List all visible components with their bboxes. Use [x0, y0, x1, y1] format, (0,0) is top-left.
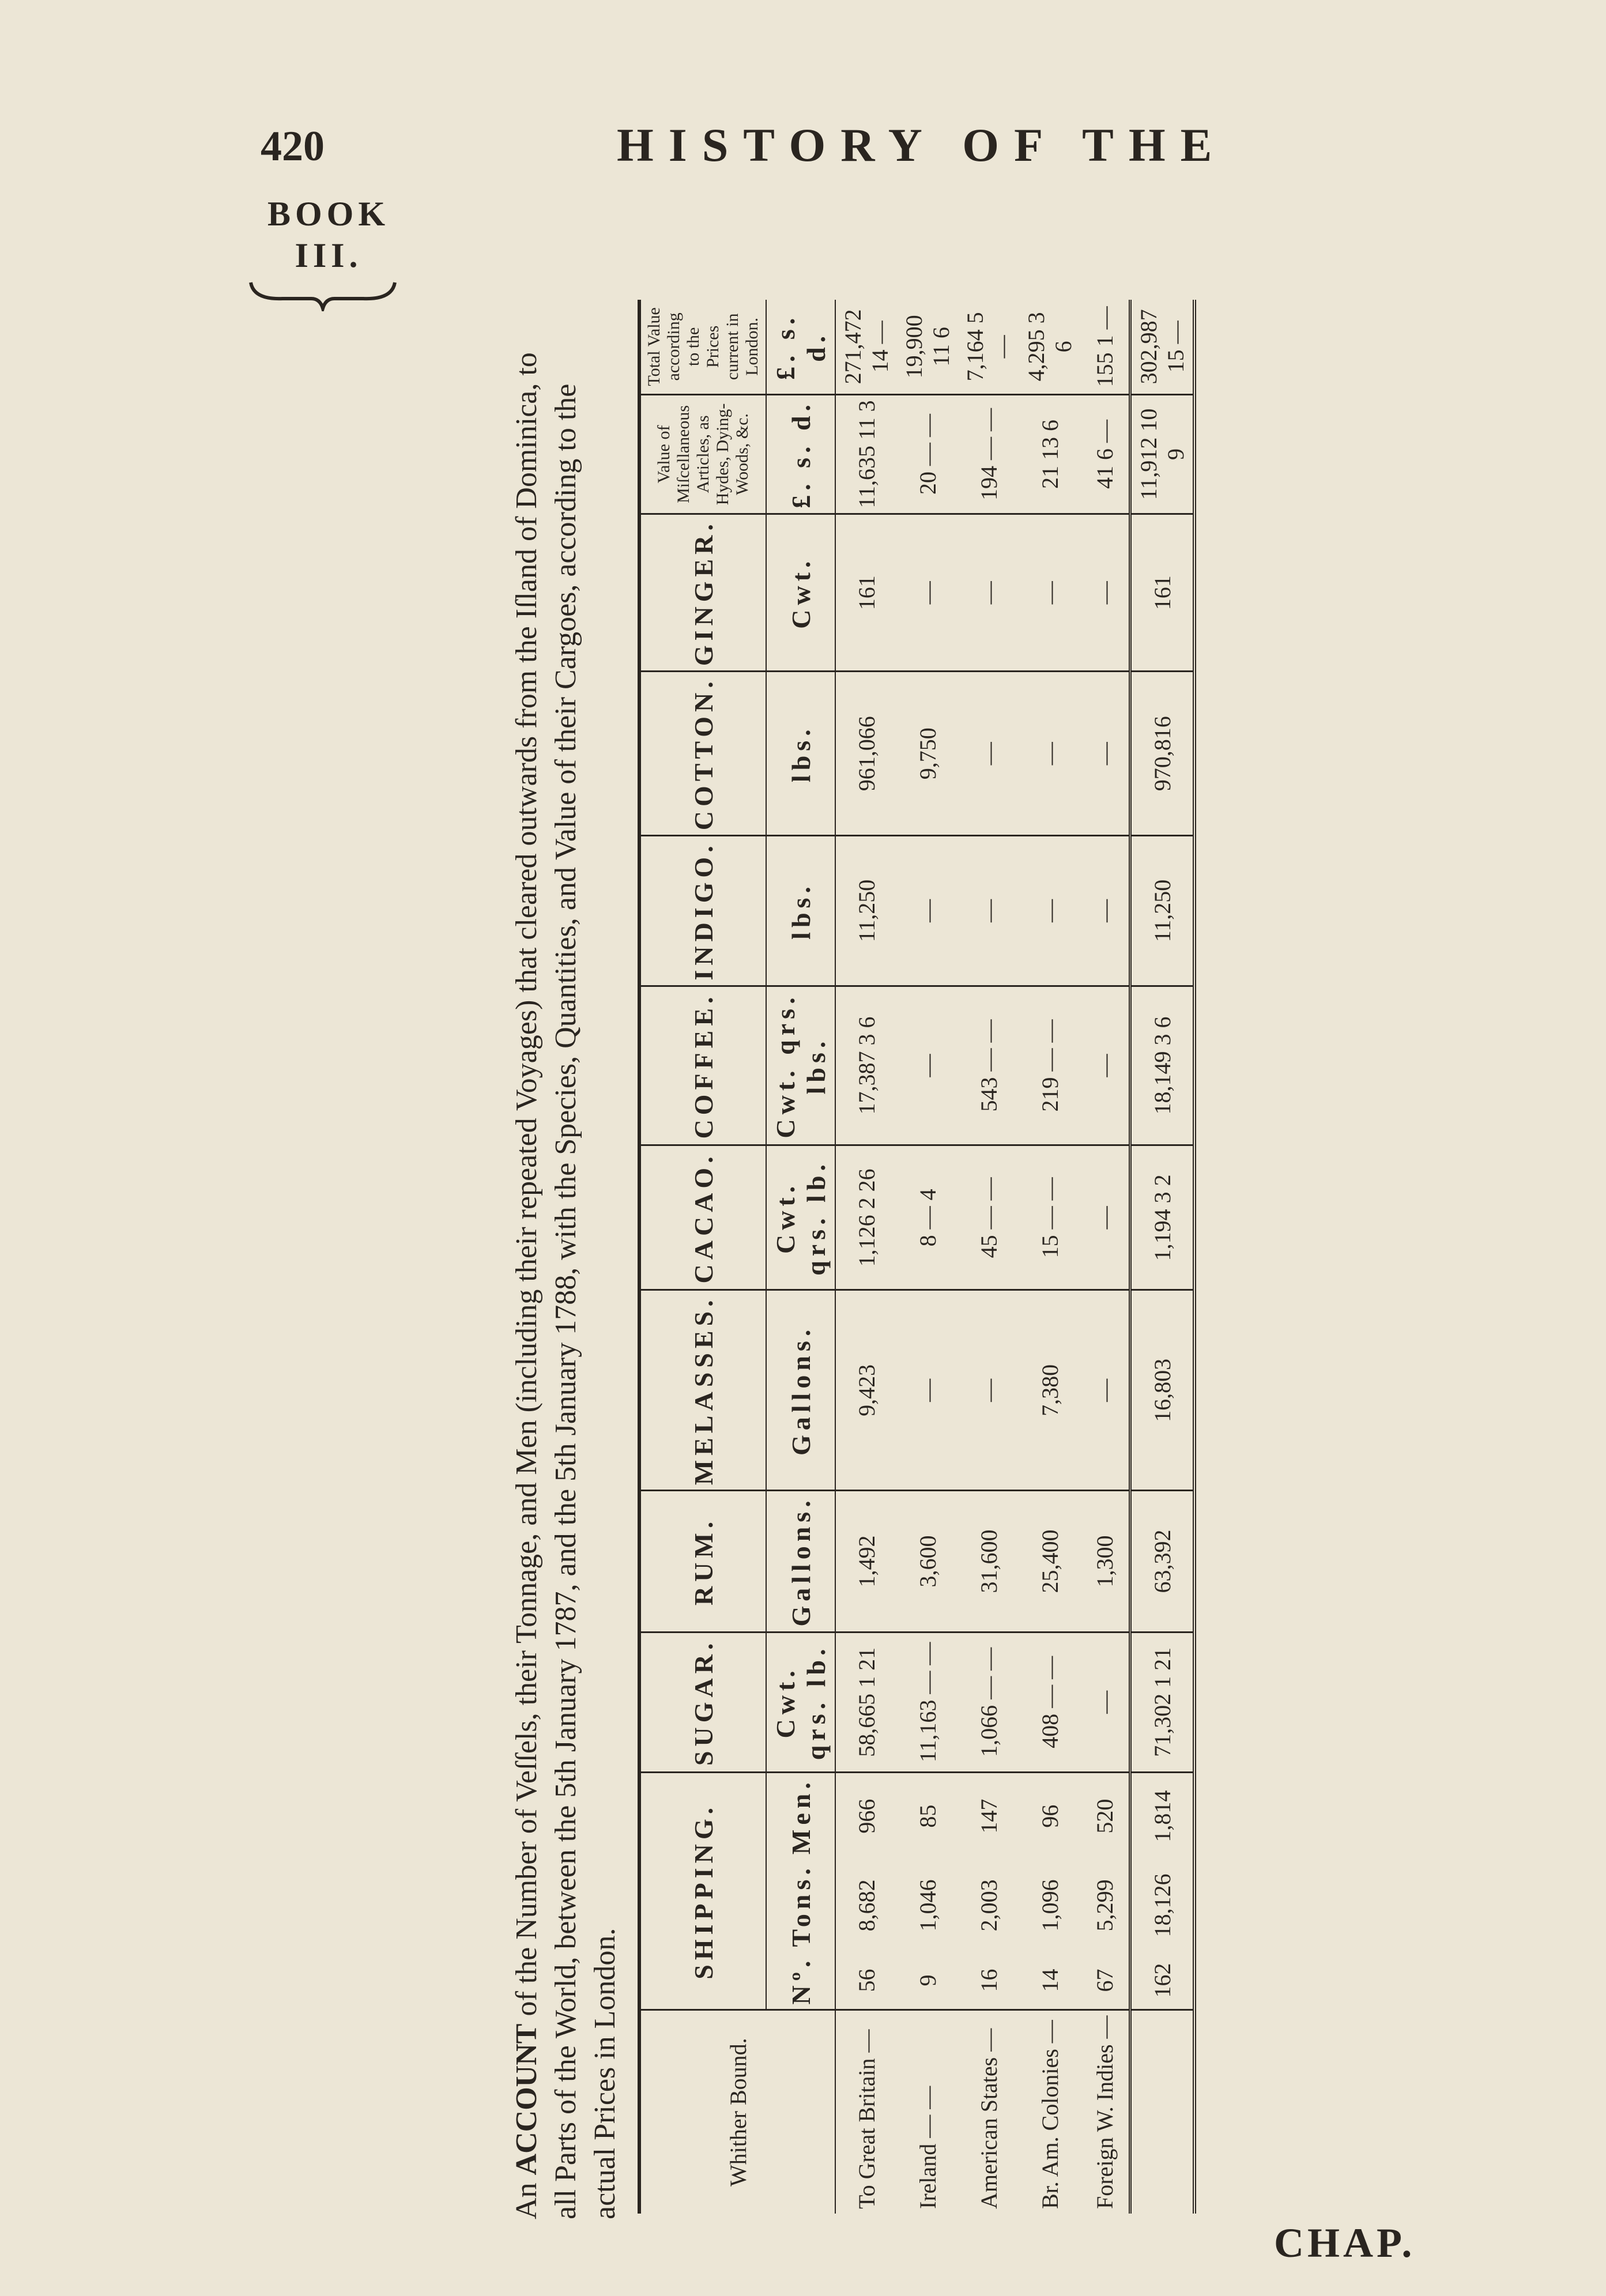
row-dest-empty [1130, 2010, 1195, 2214]
catchword: CHAP. [1274, 2220, 1416, 2266]
table-row [835, 300, 897, 2214]
unit-tons: Tons. [766, 1859, 835, 1951]
cell-tons: 5,299 [1091, 1879, 1118, 1932]
cell-misc: 11,635 11 3 [835, 394, 897, 514]
cell-cacao: — [1080, 1145, 1130, 1290]
unit-men: Men. [766, 1773, 835, 1859]
cell-coffee: 219 — — [1019, 986, 1080, 1145]
cell-men: 966 [853, 1799, 880, 1834]
book-label-text: BOOK [267, 195, 390, 233]
total-coffee: 18,149 3 6 [1130, 986, 1195, 1145]
cell-total: 155 1 — [1080, 300, 1130, 394]
table-title [507, 317, 625, 2219]
cell-misc: 21 13 6 [1019, 394, 1080, 514]
page-number: 420 [261, 123, 325, 170]
unit-indigo: lbs. [766, 836, 835, 986]
cell-total: 19,900 11 6 [897, 300, 958, 394]
cell-coffee: 17,387 3 6 [835, 986, 897, 1145]
cell-sugar: 1,066 — — [958, 1632, 1019, 1773]
cell-ginger: — [1080, 514, 1130, 672]
total-melasses: 16,803 [1130, 1290, 1195, 1491]
row-dest: To Great Britain — [853, 2029, 880, 2209]
cell-no: 9 [897, 1952, 958, 2010]
cell-ginger: 161 [835, 514, 897, 672]
title-an: An [510, 2182, 543, 2219]
cell-melasses: 9,423 [835, 1290, 897, 1491]
row-dest: Foreign W. Indies — [1091, 2015, 1118, 2209]
cell-melasses: — [897, 1290, 958, 1491]
brace-ornament [248, 277, 398, 311]
running-head: HISTORY OF THE [617, 119, 1227, 171]
cell-sugar: — [1080, 1632, 1130, 1773]
cell-indigo: 11,250 [835, 836, 897, 986]
total-men: 1,814 [1130, 1773, 1195, 1859]
cell-rum: 1,300 [1080, 1491, 1130, 1632]
col-total: Total Value according to the Prices current in London. [639, 300, 766, 394]
unit-cotton: lbs. [766, 672, 835, 836]
cell-ginger: — [958, 514, 1019, 672]
cell-melasses: 7,380 [1019, 1290, 1080, 1491]
cell-no: 67 [1080, 1952, 1130, 2010]
cell-cotton: — [1019, 672, 1080, 836]
book-label [257, 193, 401, 276]
col-cacao: CACAO. [639, 1145, 766, 1290]
cell-cacao: 1,126 2 26 [835, 1145, 897, 1290]
unit-misc: £. s. d. [766, 394, 835, 514]
cell-no: 56 [835, 1952, 897, 2010]
cell-rum: 31,600 [958, 1491, 1019, 1632]
total-indigo: 11,250 [1130, 836, 1195, 986]
unit-total: £. s. d. [766, 300, 835, 394]
row-dest: Br. Am. Colonies — [1036, 2020, 1063, 2209]
cell-misc: 41 6 — [1080, 394, 1130, 514]
unit-cacao: Cwt. qrs. lb. [766, 1145, 835, 1290]
total-misc: 11,912 10 9 [1130, 394, 1195, 514]
account-table-block [507, 277, 1372, 2225]
total-rum: 63,392 [1130, 1491, 1195, 1632]
cell-men: 96 [1036, 1804, 1063, 1828]
cell-sugar: 58,665 1 21 [835, 1632, 897, 1773]
table-row [1019, 300, 1080, 2214]
title-account: ACCOUNT [510, 2023, 543, 2176]
cell-rum: 25,400 [1019, 1491, 1080, 1632]
cell-sugar: 408 — — [1019, 1632, 1080, 1773]
cell-coffee: — [1080, 986, 1130, 1145]
cell-ginger: — [1019, 514, 1080, 672]
cell-indigo: — [897, 836, 958, 986]
cell-rum: 1,492 [835, 1491, 897, 1632]
cell-cotton: 961,066 [835, 672, 897, 836]
cell-total: 7,164 5 — [958, 300, 1019, 394]
book-number: III. [295, 236, 363, 274]
row-dest: American States — [975, 2028, 1002, 2209]
unit-rum: Gallons. [766, 1491, 835, 1632]
col-rum: RUM. [639, 1491, 766, 1632]
title-text: of the Number of Veſſels, their Tonnage, and Men (including their repeated Voyages) that cleared outwards from the Iſland of Dominica, to all Parts of the World, between the 5th January 1787, and the 5th January 1788, with the Species, Quantities, and Value of their Cargoes, according to the actual Prices in London. [510, 352, 621, 2219]
total-sugar: 71,302 1 21 [1130, 1632, 1195, 1773]
col-cotton: COTTON. [639, 672, 766, 836]
cell-men: 85 [914, 1804, 941, 1828]
unit-melasses: Gallons. [766, 1290, 835, 1491]
unit-sugar: Cwt. qrs. lb. [766, 1632, 835, 1773]
table-row [958, 300, 1019, 2214]
cell-indigo: — [958, 836, 1019, 986]
col-ginger: GINGER. [639, 514, 766, 672]
units-row [766, 300, 835, 2214]
cell-tons: 8,682 [853, 1879, 880, 1932]
cell-indigo: — [1080, 836, 1130, 986]
cell-indigo: — [1019, 836, 1080, 986]
col-indigo: INDIGO. [639, 836, 766, 986]
cell-tons: 1,096 [1036, 1879, 1063, 1932]
cell-rum: 3,600 [897, 1491, 958, 1632]
col-coffee: COFFEE. [639, 986, 766, 1145]
cell-total: 271,472 14 — [835, 300, 897, 394]
cell-tons: 2,003 [975, 1879, 1002, 1932]
unit-no: Nº. [766, 1952, 835, 2010]
cell-no: 16 [958, 1952, 1019, 2010]
cell-ginger: — [897, 514, 958, 672]
cell-melasses: — [1080, 1290, 1130, 1491]
unit-coffee: Cwt. qrs. lbs. [766, 986, 835, 1145]
cell-coffee: — [897, 986, 958, 1145]
cell-cotton: — [1080, 672, 1130, 836]
table-row [897, 300, 958, 2214]
cell-no: 14 [1019, 1952, 1080, 2010]
cell-total: 4,295 3 6 [1019, 300, 1080, 394]
cell-cacao: 8 — 4 [897, 1145, 958, 1290]
table-row [1080, 300, 1130, 2214]
unit-ginger: Cwt. [766, 514, 835, 672]
total-ginger: 161 [1130, 514, 1195, 672]
total-cacao: 1,194 3 2 [1130, 1145, 1195, 1290]
total-tons: 18,126 [1130, 1859, 1195, 1951]
cell-cotton: — [958, 672, 1019, 836]
col-whither: Whither Bound. [639, 2010, 835, 2214]
col-melasses: MELASSES. [639, 1290, 766, 1491]
col-misc: Value of Miſcellaneous Articles, as Hydes, Dying-Woods, &c. [639, 394, 766, 514]
cell-melasses: — [958, 1290, 1019, 1491]
cell-misc: 20 — — [897, 394, 958, 514]
cell-men: 147 [975, 1799, 1002, 1834]
total-cotton: 970,816 [1130, 672, 1195, 836]
cell-cacao: 45 — — [958, 1145, 1019, 1290]
cell-tons: 1,046 [914, 1879, 941, 1932]
totals-row [1130, 300, 1195, 2214]
row-dest: Ireland — — [914, 2086, 941, 2209]
col-shipping: SHIPPING. [639, 1773, 766, 2010]
table-header-row [639, 300, 766, 2214]
total-no: 162 [1130, 1952, 1195, 2010]
cell-sugar: 11,163 — — [897, 1632, 958, 1773]
cell-cacao: 15 — — [1019, 1145, 1080, 1290]
cell-misc: 194 — — [958, 394, 1019, 514]
col-sugar: SUGAR. [639, 1632, 766, 1773]
cell-coffee: 543 — — [958, 986, 1019, 1145]
total-total: 302,987 15 — [1130, 300, 1195, 394]
cell-men: 520 [1091, 1799, 1118, 1834]
cell-cotton: 9,750 [897, 672, 958, 836]
account-table [638, 300, 1196, 2214]
